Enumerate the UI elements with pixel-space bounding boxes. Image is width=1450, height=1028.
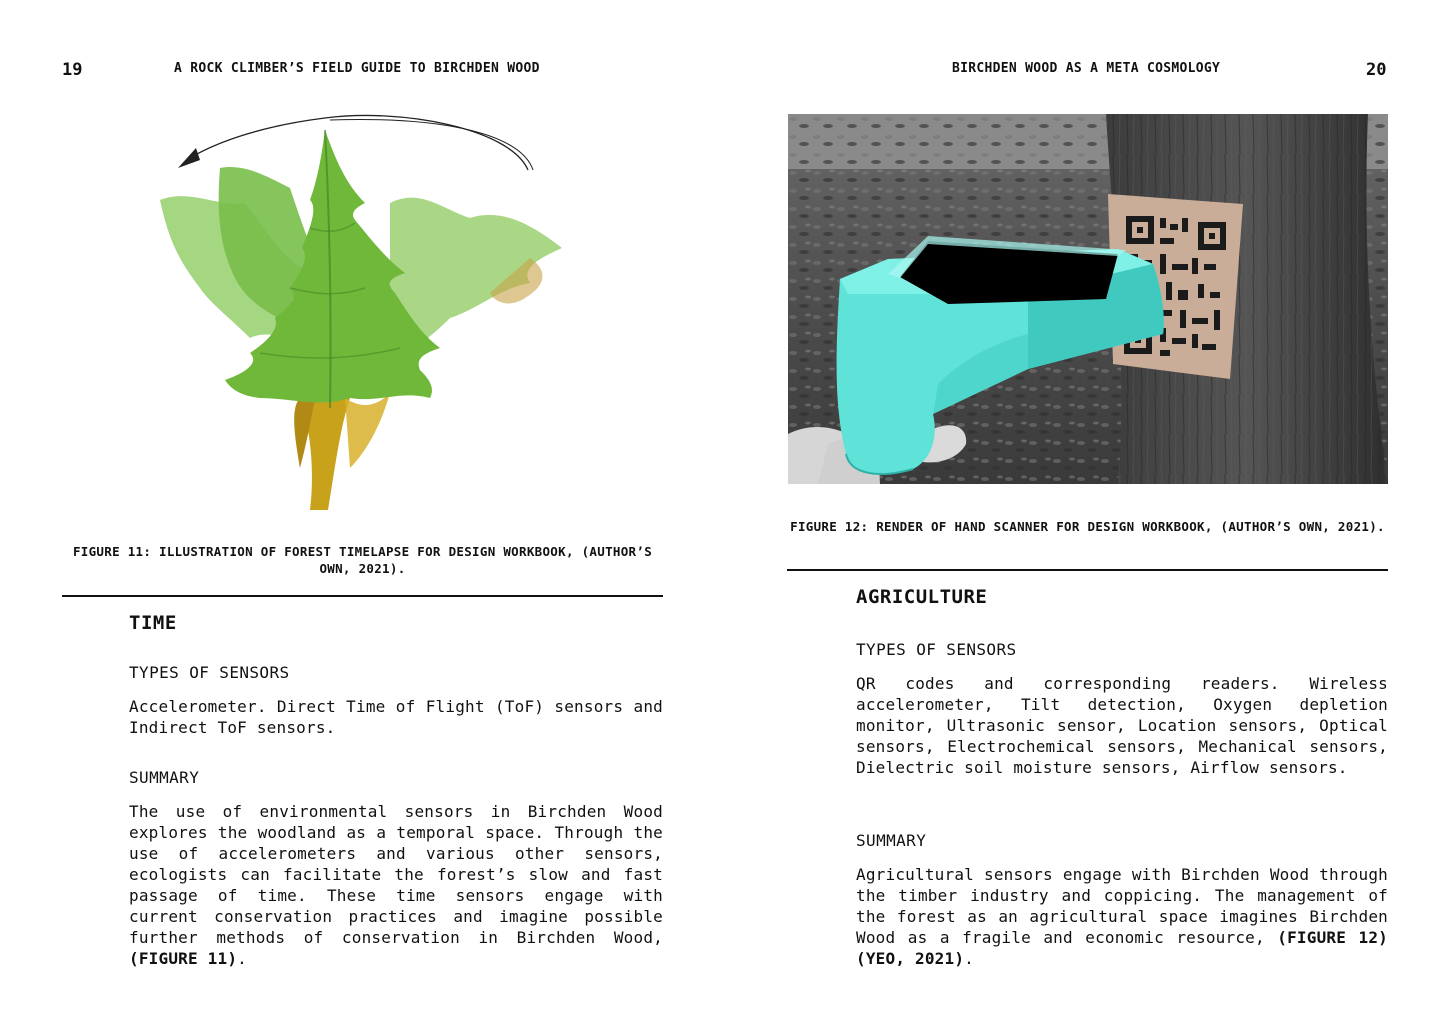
- sensors-text-right: QR codes and corresponding readers. Wireless accelerometer, Tilt detection, Oxygen depletion monitor, Ultrasonic sensor, Location sensors, Optical sensors, Electrochemical sensors, Mechanical sensors, Dielectric soil moisture sensors, Airflow sensors.: [856, 674, 1388, 777]
- summary-text-left: [129, 801, 663, 969]
- page-number-left: 19: [62, 60, 83, 80]
- figure-11-caption: FIGURE 11: ILLUSTRATION OF FOREST TIMELAPSE FOR DESIGN WORKBOOK, (AUTHOR’S OWN, 2021).: [72, 544, 653, 576]
- figure-12-reference: (FIGURE 12)(YEO, 2021): [856, 928, 1388, 968]
- summary-end-left: .: [237, 949, 248, 968]
- summary-end-right: .: [964, 949, 975, 968]
- forest-timelapse-illustration: [150, 108, 580, 518]
- figure-11-reference: (FIGURE 11): [129, 949, 238, 968]
- types-of-sensors-heading-right: TYPES OF SENSORS: [856, 640, 1017, 659]
- figure-12-caption: FIGURE 12: RENDER OF HAND SCANNER FOR DESIGN WORKBOOK, (AUTHOR’S OWN, 2021).: [790, 519, 1385, 534]
- divider-left: [62, 595, 663, 597]
- page-number-right: 20: [1366, 60, 1387, 80]
- running-header-right: BIRCHDEN WOOD AS A META COSMOLOGY: [952, 61, 1221, 76]
- summary-body-left: The use of environmental sensors in Birchden Wood explores the woodland as a temporal space. Through the use of accelerometers and various other sensors, ecologists can facilitate the forest’s slow and fast passage of time. These time sensors engage with current conservation practices and imagine possible further methods of conservation in Birchden Wood,: [129, 802, 663, 947]
- sensors-text-left: Accelerometer. Direct Time of Flight (ToF) sensors and Indirect ToF sensors.: [129, 697, 663, 737]
- running-header-left: A ROCK CLIMBER’S FIELD GUIDE TO BIRCHDEN WOOD: [174, 61, 540, 76]
- section-title-agriculture: AGRICULTURE: [856, 586, 988, 608]
- summary-text-right: [856, 864, 1388, 969]
- divider-right: [787, 569, 1388, 571]
- summary-body-right: Agricultural sensors engage with Birchden Wood through the timber industry and coppicing. The management of the forest as an agricultural space imagines Birchden Wood as a fragile and economic resource,: [856, 865, 1388, 947]
- summary-heading-left: SUMMARY: [129, 768, 200, 787]
- hand-scanner-photo: [788, 114, 1388, 484]
- types-of-sensors-heading-left: TYPES OF SENSORS: [129, 663, 290, 682]
- section-title-time: TIME: [129, 612, 177, 634]
- summary-heading-right: SUMMARY: [856, 831, 927, 850]
